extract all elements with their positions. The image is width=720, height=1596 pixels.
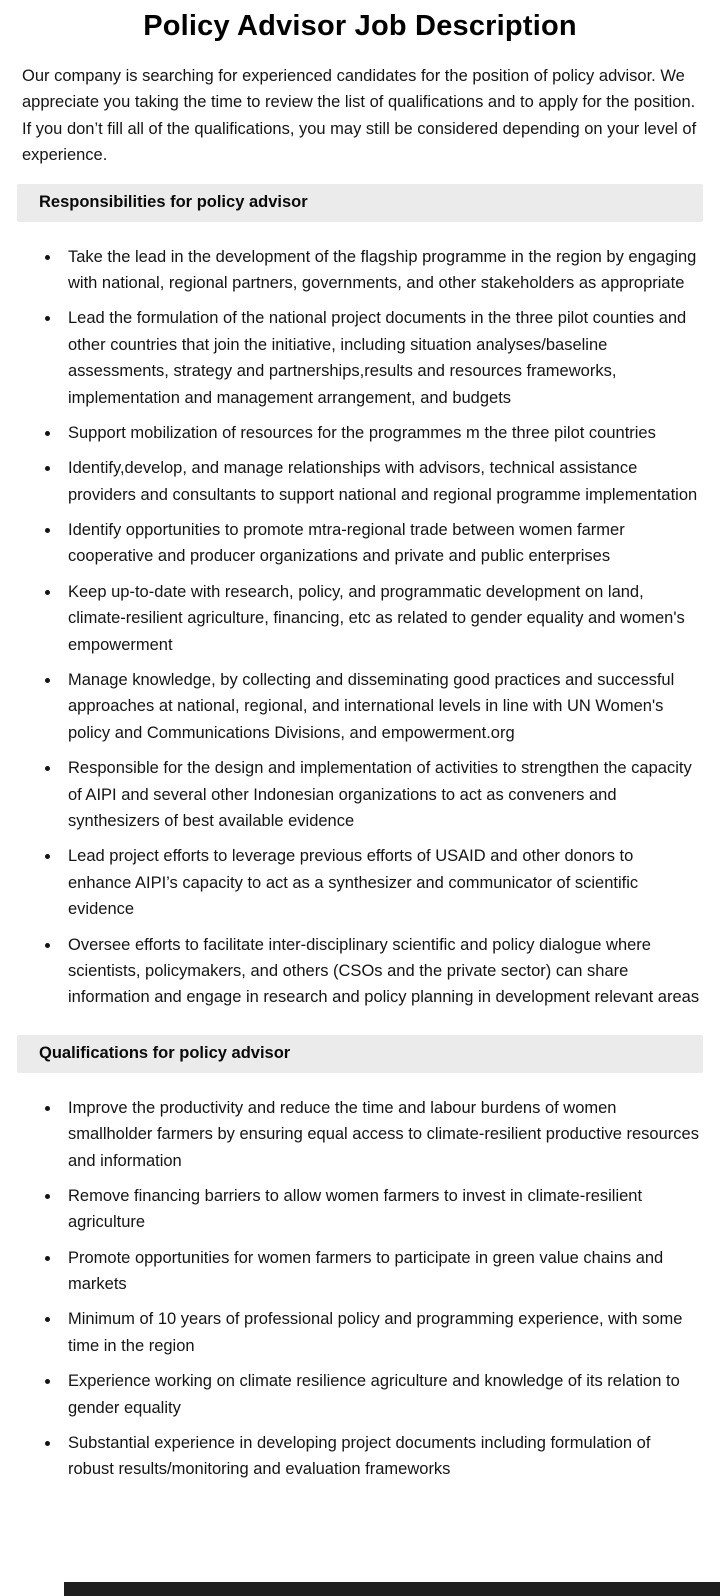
list-item: • Manage knowledge, by collecting and disseminating good practices and successful approaches at national, regional, and international levels in line with UN Women's policy and Communications Divisions, and empowerment.org <box>61 667 700 746</box>
section-responsibilities <box>20 184 700 1011</box>
list-item: • Identify,develop, and manage relationships with advisors, technical assistance providers and consultants to support national and regional programme implementation <box>61 455 700 508</box>
section-heading-responsibilities: Responsibilities for policy advisor <box>17 184 703 222</box>
qualifications-list <box>20 1095 700 1483</box>
list-item: • Responsible for the design and implementation of activities to strengthen the capacity of AIPI and several other Indonesian organizations to act as conveners and synthesizers of best available evidence <box>61 755 700 834</box>
list-item: • Identify opportunities to promote mtra-regional trade between women farmer cooperative and producer organizations and private and public enterprises <box>61 517 700 570</box>
list-item: • Experience working on climate resilience agriculture and knowledge of its relation to gender equality <box>61 1368 700 1421</box>
section-heading-qualifications: Qualifications for policy advisor <box>17 1035 703 1073</box>
list-item: • Promote opportunities for women farmers to participate in green value chains and markets <box>61 1245 700 1298</box>
list-item: • Keep up-to-date with research, policy, and programmatic development on land, climate-resilient agriculture, financing, etc as related to gender equality and women's empowerment <box>61 579 700 658</box>
list-item: • Lead the formulation of the national project documents in the three pilot counties and other countries that join the initiative, including situation analyses/baseline assessments, strategy and partnerships,results and resources frameworks, implementation and management arrangement, and budgets <box>61 305 700 411</box>
footer-bar <box>64 1582 720 1596</box>
section-qualifications <box>20 1035 700 1483</box>
list-item: • Support mobilization of resources for the programmes m the three pilot countries <box>61 420 700 446</box>
list-item: • Substantial experience in developing project documents including formulation of robust results/monitoring and evaluation frameworks <box>61 1430 700 1483</box>
list-item: • Oversee efforts to facilitate inter-disciplinary scientific and policy dialogue where scientists, policymakers, and others (CSOs and the private sector) can share information and engage in research and policy planning in development relevant areas <box>61 932 700 1011</box>
list-item: • Take the lead in the development of the flagship programme in the region by engaging with national, regional partners, governments, and other stakeholders as appropriate <box>61 244 700 297</box>
list-item: • Improve the productivity and reduce the time and labour burdens of women smallholder farmers by ensuring equal access to climate-resilient productive resources and information <box>61 1095 700 1174</box>
list-item: • Minimum of 10 years of professional policy and programming experience, with some time in the region <box>61 1306 700 1359</box>
list-item: • Lead project efforts to leverage previous efforts of USAID and other donors to enhance AIPI’s capacity to act as a synthesizer and communicator of scientific evidence <box>61 843 700 922</box>
intro-paragraph: Our company is searching for experienced candidates for the position of policy advisor. We appreciate you taking the time to review the list of qualifications and to apply for the position. If you don’t fill all of the qualifications, you may still be considered depending on your level of experience. <box>22 67 697 165</box>
list-item: • Remove financing barriers to allow women farmers to invest in climate-resilient agriculture <box>61 1183 700 1236</box>
page-title: Policy Advisor Job Description <box>143 10 577 42</box>
responsibilities-list <box>20 244 700 1011</box>
